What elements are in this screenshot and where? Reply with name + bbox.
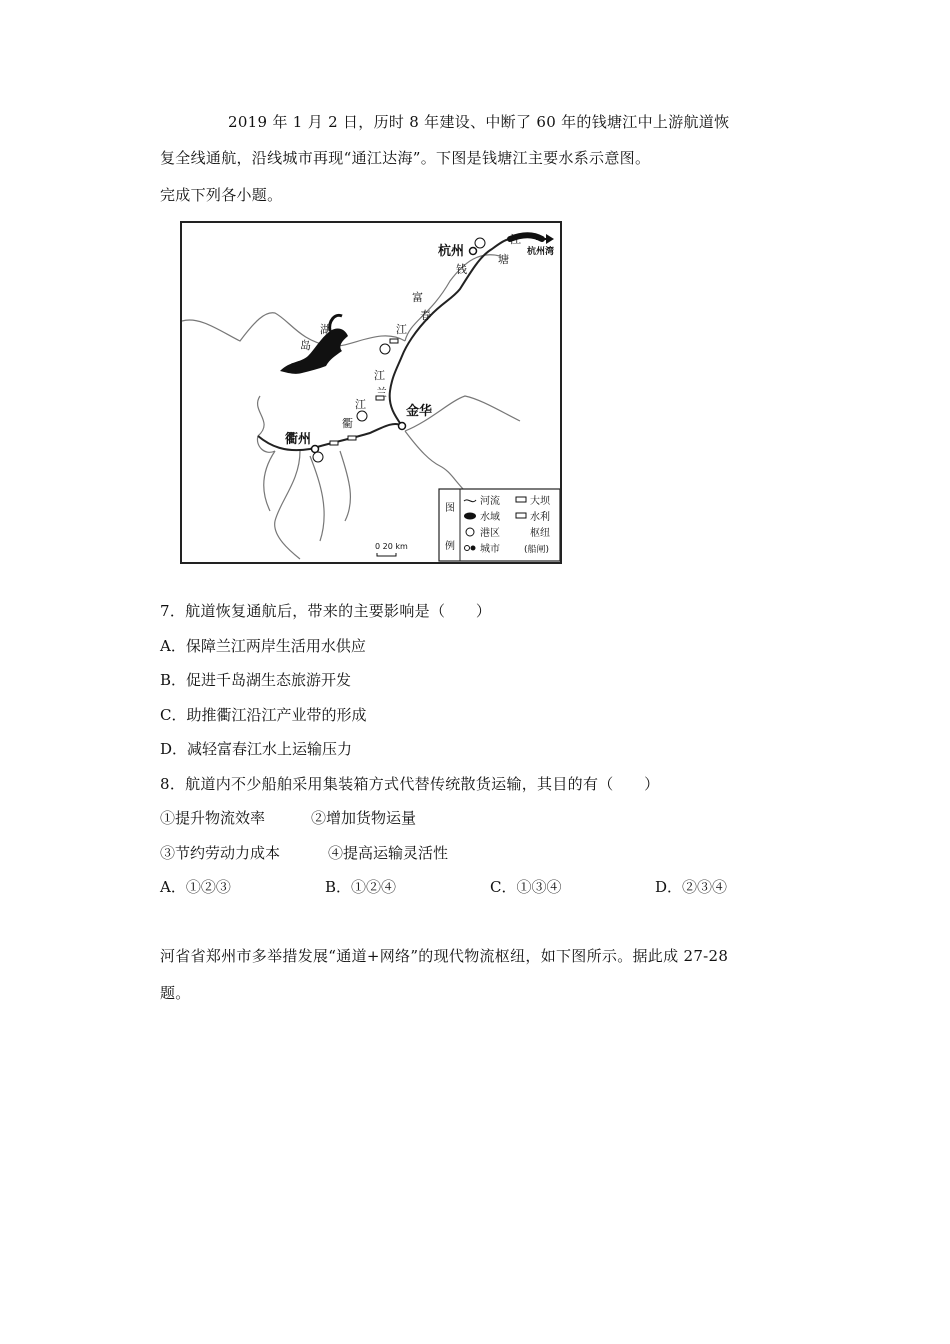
q8-option-d[interactable]: D．②③④ [655, 878, 728, 896]
legend-city: 城市 [480, 544, 500, 555]
label-dao: 岛 [300, 339, 311, 352]
q8-item-3: ③节约劳动力成本 [160, 844, 281, 862]
intro-line-3: 完成下列各小题。 [160, 186, 283, 204]
q8-item-4: ④提高运输灵活性 [328, 844, 449, 862]
label-fu: 富 [412, 291, 423, 304]
legend-title-1: 图 [445, 503, 455, 514]
legend-water: 水域 [480, 512, 500, 523]
label-lan: 兰 [376, 386, 387, 399]
legend-hub-3: (船闸) [524, 545, 550, 555]
q7-option-b[interactable]: B．促进千岛湖生态旅游开发 [160, 671, 352, 689]
map-scale: 0 20 km [375, 542, 408, 551]
intro-line-1: 2019 年 1 月 2 日，历时 8 年建设、中断了 60 年的钱塘江中上游航道恢 [228, 113, 730, 131]
q8-item-1: ①提升物流效率 [160, 809, 266, 827]
label-qian2: 千 [290, 361, 301, 374]
q8-option-a[interactable]: A．①②③ [160, 878, 231, 896]
intro-line-2: 复全线通航，沿线城市再现“通江达海”。下图是钱塘江主要水系示意图。 [160, 149, 651, 167]
city-jinhua: 金华 [406, 404, 433, 419]
q8-item-2: ②增加货物运量 [311, 809, 417, 827]
label-jiang4: 江 [355, 398, 366, 411]
label-jiang1: 江 [510, 233, 521, 246]
label-chun: 春 [420, 309, 431, 322]
label-jiang3: 江 [374, 369, 385, 382]
next-intro-line-2: 题。 [160, 984, 191, 1002]
q8-option-c[interactable]: C．①③④ [490, 878, 562, 896]
label-tang: 塘 [498, 253, 509, 266]
city-quzhou: 衢州 [285, 432, 312, 447]
qiantang-river-map [180, 221, 562, 564]
next-intro-line-1: 河省省郑州市多举措发展“通道+网络”的现代物流枢纽，如下图所示。据此成 27-28 [160, 947, 729, 965]
legend-river: 河流 [480, 496, 500, 507]
legend-title-2: 例 [445, 541, 455, 552]
q7-stem: 7．航道恢复通航后，带来的主要影响是（ ） [160, 602, 492, 620]
legend-dam: 大坝 [530, 496, 550, 507]
label-hu: 湖 [320, 323, 331, 336]
q8-option-b[interactable]: B．①②④ [325, 878, 397, 896]
label-jiang2: 江 [396, 323, 407, 336]
label-qu: 衢 [342, 417, 353, 430]
legend-hub-1: 水利 [530, 512, 550, 523]
q7-option-a[interactable]: A．保障兰江两岸生活用水供应 [160, 637, 366, 655]
legend-port: 港区 [480, 528, 500, 539]
label-hangzhou-bay: 杭州湾 [527, 247, 555, 257]
q7-option-c[interactable]: C．助推衢江沿江产业带的形成 [160, 706, 367, 724]
label-qian: 钱 [456, 263, 467, 276]
q8-stem: 8．航道内不少船舶采用集装箱方式代替传统散货运输，其目的有（ ） [160, 775, 660, 793]
legend-hub-2: 枢纽 [530, 528, 550, 539]
city-hangzhou: 杭州 [438, 244, 465, 259]
q7-option-d[interactable]: D．减轻富春江水上运输压力 [160, 740, 353, 758]
map-legend [439, 489, 560, 561]
